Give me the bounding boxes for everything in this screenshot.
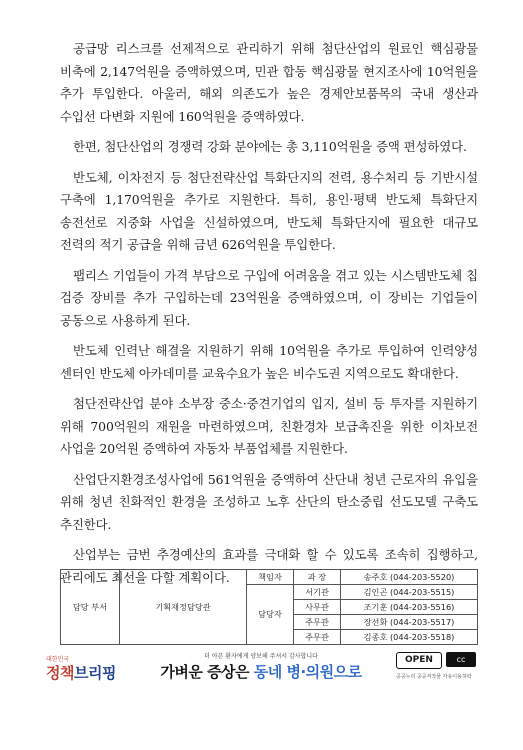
person-cell: 김인곤 (044-203-5515) bbox=[341, 585, 478, 600]
paragraph: 반도체, 이차전지 등 첨단전략산업 특화단지의 전력, 용수처리 등 기반시설 구축에 1,170억원을 추가로 지원한다. 특히, 용인·평택 반도체 특화단지 송전선로 지중화 사업을 신설하였으며, 반도체 특화단지에 필요한 대규모 전력의 적기 공급을 위해 금년 626억원을 투입한다. bbox=[60, 169, 478, 252]
logo-caption: 대한민국 bbox=[46, 656, 70, 663]
person-cell: 김종호 (044-203-5518) bbox=[341, 630, 478, 645]
paragraph: 산업부는 금번 추경예산의 효과를 극대화 할 수 있도록 조속히 집행하고, 관리에도 최선을 다할 계획이다. bbox=[60, 547, 478, 585]
contact-row bbox=[61, 570, 478, 585]
title-cell: 서기관 bbox=[294, 585, 341, 600]
paragraph: 첨단전략산업 분야 소부장 중소·중견기업의 입지, 설비 등 투자를 지원하기 위해 700억원의 재원을 마련하였으며, 친환경차 보급촉진을 위한 이차보전 사업을 20억원 증액하여 자동차 부품업체를 지원한다. bbox=[60, 396, 478, 456]
staff-label-cell: 담당자 bbox=[247, 585, 294, 645]
dept-name-cell: 기획재정담당관 bbox=[120, 570, 247, 645]
open-license-badge bbox=[396, 652, 480, 684]
title-cell: 과 장 bbox=[294, 570, 341, 585]
document-body bbox=[60, 38, 478, 597]
banner-slogan bbox=[144, 661, 378, 683]
license-caption: 공공누리 공공저작물 자유이용허락 bbox=[396, 674, 472, 680]
paragraph: 한편, 첨단산업의 경쟁력 강화 분야에는 총 3,110억원을 증액 편성하였다. bbox=[73, 139, 467, 154]
person-cell: 조기훈 (044-203-5516) bbox=[341, 600, 478, 615]
footer bbox=[40, 652, 480, 686]
logo-wordmark bbox=[46, 662, 116, 683]
paragraph: 공급망 리스크를 선제적으로 관리하기 위해 첨단산업의 원료인 핵심광물 비축에 2,147억원을 증액하였으며, 민관 합동 핵심광물 현지조사에 10억원을 추가 투입한다. 아울러, 해외 의존도가 높은 경제안보품목의 국내 생산과 수입선 다변화 지원에 160억원을 증액하였다. bbox=[60, 41, 478, 124]
paragraph: 산업단지환경조성사업에 561억원을 증액하여 산단내 청년 근로자의 유입을 위해 청년 친화적인 환경을 조성하고 노후 산단의 탄소중립 선도모델 구축도 추진한다. bbox=[60, 471, 478, 532]
campaign-banner bbox=[144, 652, 378, 686]
banner-slogan-part: 가벼운 증상은 bbox=[160, 663, 254, 681]
policy-briefing-logo bbox=[46, 654, 136, 684]
banner-slogan-highlight: 동네 병·의원으로 bbox=[253, 663, 362, 681]
paragraph: 반도체 인력난 해결을 지원하기 위해 10억원을 추가로 투입하여 인력양성 센터인 반도체 아카데미를 교육수요가 높은 비수도권 지역으로도 확대한다. bbox=[60, 343, 478, 381]
person-cell: 송주호 (044-203-5520) bbox=[341, 570, 478, 585]
person-cell: 장선화 (044-203-5517) bbox=[341, 615, 478, 630]
paragraph: 팹리스 기업들이 가격 부담으로 구입에 어려움을 겪고 있는 시스템반도체 칩 검증 장비를 추가 구입하는데 23억원을 증액하였으며, 이 장비는 기업들이 공동으로 사용하게 된다. bbox=[60, 267, 478, 328]
responsible-label-cell: 책임자 bbox=[247, 570, 294, 585]
open-label: OPEN bbox=[396, 652, 442, 669]
contact-table bbox=[60, 569, 478, 645]
title-cell: 주무관 bbox=[294, 615, 341, 630]
dept-header-cell: 담당 부서 bbox=[61, 570, 120, 645]
logo-wordmark-part: 정책 bbox=[46, 664, 74, 682]
banner-caption: 더 아픈 환자에게 양보해 주셔서 감사합니다 bbox=[204, 653, 318, 660]
logo-wordmark-part: 브리핑 bbox=[73, 664, 116, 682]
title-cell: 주무관 bbox=[294, 630, 341, 645]
title-cell: 사무관 bbox=[294, 600, 341, 615]
cc-icon: cc bbox=[446, 652, 476, 667]
